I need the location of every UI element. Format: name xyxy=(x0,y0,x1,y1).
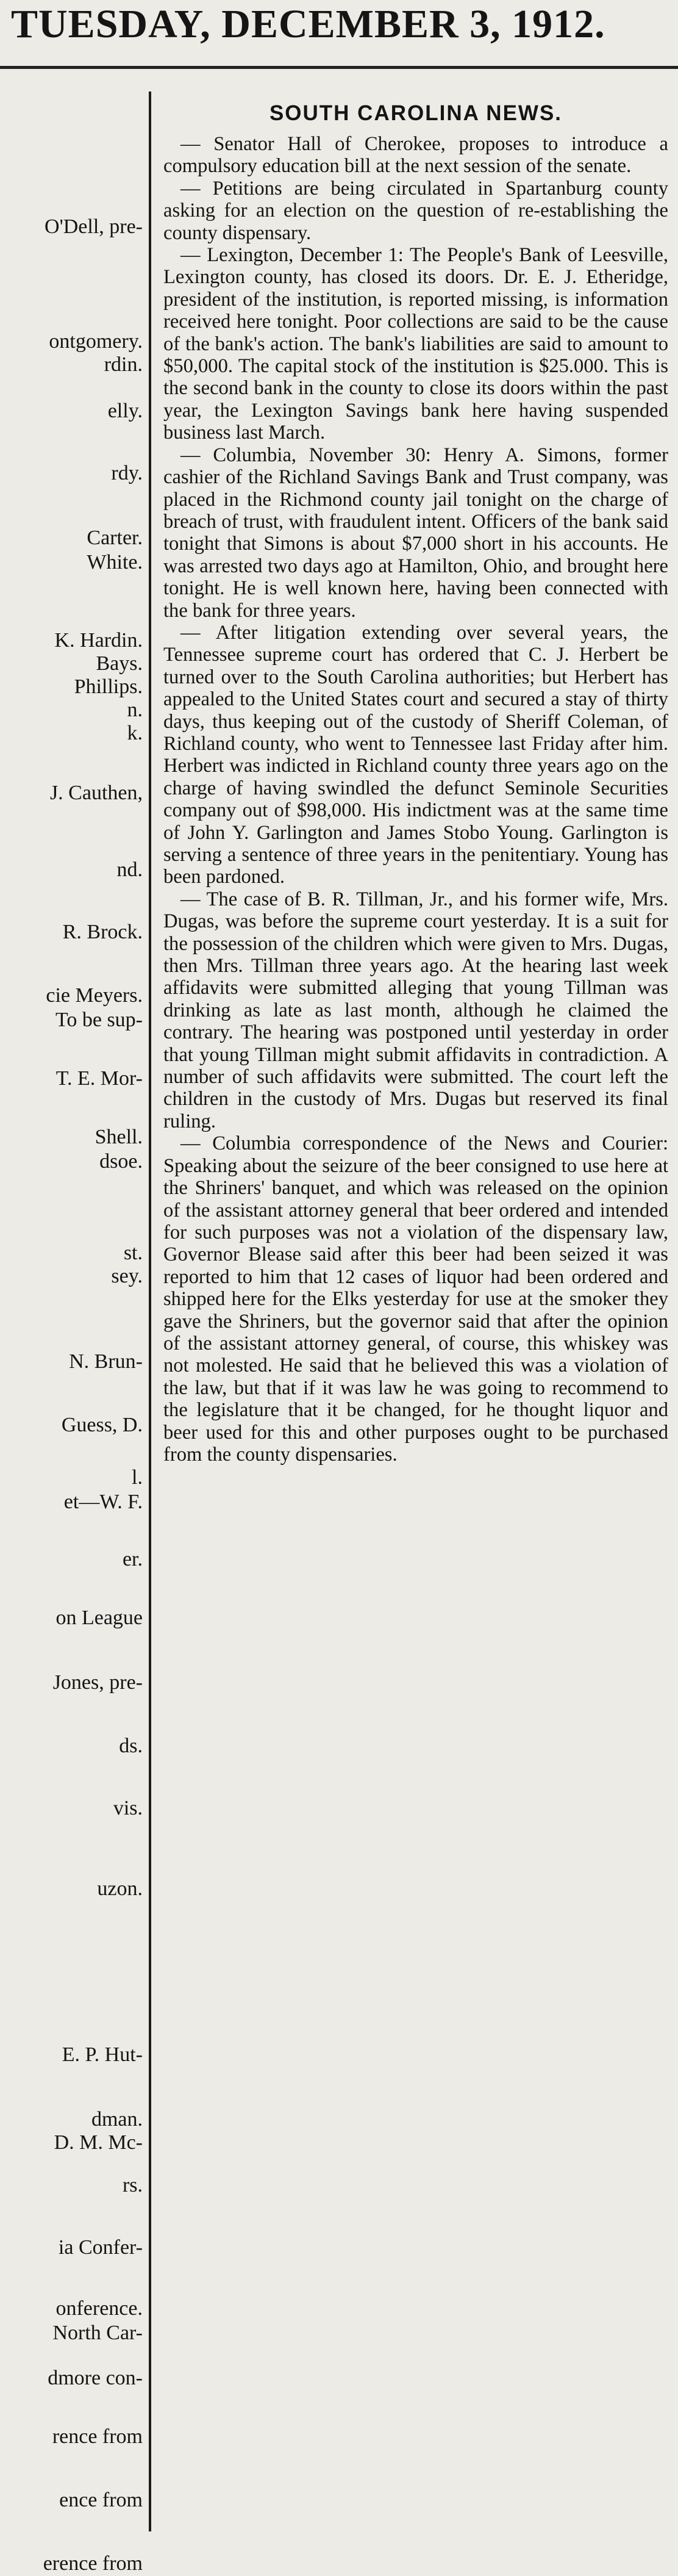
article-column xyxy=(163,92,668,2531)
fragment-line: ontgomery. xyxy=(49,330,143,353)
masthead xyxy=(0,0,678,72)
header-rule xyxy=(0,66,678,69)
fragment-line: er. xyxy=(122,1548,143,1570)
news-item: — The case of B. R. Tillman, Jr., and his former wife, Mrs. Dugas, was before the supreme court yesterday. It is a suit for the possession of the children which were given to Mrs. Dugas, then Mrs. Tillman three years ago. At the hearing last week affidavits were submitted alleging that young Tillman was drinking as late as last month, although he claimed the contrary. The hearing was postponed until yesterday in order that young Tillman might submit affidavits in contradiction. A number of such affidavits were submitted. The court left the children in the custody of Mrs. Dugas but reserved its final ruling. xyxy=(163,888,668,1132)
article-heading: SOUTH CAROLINA NEWS. xyxy=(269,101,563,125)
fragment-line: onference. xyxy=(55,2297,143,2320)
fragment-line: dmore con- xyxy=(48,2367,143,2389)
fragment-line: erence from xyxy=(43,2552,143,2575)
news-item: — Columbia, November 30: Henry A. Simons, former cashier of the Richland Savings Bank and Trust company, was placed in the Richmond county jail tonight on the charge of breach of trust, with fraudulent intent. Officers of the bank said tonight that Simons is about $7,000 short in his accounts. He was arrested two days ago at Hamilton, Ohio, and brought here tonight. He is well known here, having been connected with the bank for three years. xyxy=(163,444,668,622)
fragment-line: ia Confer- xyxy=(58,2236,143,2259)
fragment-line: Shell. xyxy=(95,1126,143,1148)
fragment-line: T. E. Mor- xyxy=(55,1067,143,1090)
fragment-line: dsoe. xyxy=(99,1150,143,1173)
fragment-line: ds. xyxy=(119,1735,143,1757)
date-line: TUESDAY, DECEMBER 3, 1912. xyxy=(11,2,605,46)
fragment-line: O'Dell, pre- xyxy=(45,215,143,238)
column-divider xyxy=(149,92,151,2531)
news-item: — Lexington, December 1: The People's Bank of Leesville, Lexington county, has closed its doors. Dr. E. J. Etheridge, president of the institution, is reported missing, is information received here tonight. Poor collections are said to be the cause of the bank's action. The bank's liabilities are said to amount to $50,000. The capital stock of the institution is $25.000. This is the second bank in the county to close its doors within the past year, the Lexington Savings bank here having suspended business last March. xyxy=(163,244,668,444)
fragment-line: To be sup- xyxy=(55,1009,143,1031)
fragment-line: on League xyxy=(55,1606,143,1629)
fragment-line: k. xyxy=(127,722,143,744)
fragment-line: uzon. xyxy=(97,1877,143,1900)
fragment-line: elly. xyxy=(107,400,143,422)
fragment-line: l. xyxy=(132,1466,143,1489)
fragment-line: E. P. Hut- xyxy=(62,2043,143,2066)
left-column-fragments xyxy=(0,92,146,2575)
fragment-line: N. Brun- xyxy=(69,1350,143,1373)
news-item: — Columbia correspondence of the News and Courier: Speaking about the seizure of the beer consigned to use here at the Shriners' banquet, and which was released on the opinion of the assistant attorney general that beer ordered and intended for such purposes was not a violation of the dispensary law, Governor Blease said after this beer had been seized it was reported to him that 12 cases of liquor had been ordered and shipped here for the Elks yesterday for use at the smoker they gave the Shriners, but the governor said that after the opinion of the assistant attorney general, of course, this whiskey was not molested. He said that he believed this was a violation of the law, but that if it was law he was going to recommend to the legislature that it be changed, for he thought liquor and beer used for this and other purposes ought to be purchased from the county dispensaries. xyxy=(163,1132,668,1466)
news-item: — Senator Hall of Cherokee, proposes to introduce a compulsory education bill at the next session of the senate. xyxy=(163,133,668,178)
fragment-line: ence from xyxy=(59,2489,143,2511)
fragment-line: cie Meyers. xyxy=(46,984,143,1007)
fragment-line: rdy. xyxy=(111,462,143,484)
fragment-line: rence from xyxy=(52,2425,143,2448)
fragment-line: Guess, D. xyxy=(61,1414,143,1436)
fragment-line: Jones, pre- xyxy=(52,1671,143,1694)
fragment-line: Phillips. xyxy=(74,675,143,698)
fragment-line: et—W. F. xyxy=(63,1491,143,1513)
news-item: — After litigation extending over several years, the Tennessee supreme court has ordered that C. J. Herbert be turned over to the South Carolina authorities; but Herbert has appealed to the United States court and secured a stay of thirty days, thus keeping out of the custody of Sheriff Coleman, of Richland county, who went to Tennessee last Friday after him. Herbert was indicted in Richland county three years ago on the charge of having swindled the defunct Seminole Securities company out of $98,000. His indictment was at the same time of John Y. Garlington and James Stobo Young. Garlington is serving a sentence of three years in the penitentiary. Young has been pardoned. xyxy=(163,621,668,888)
fragment-line: sey. xyxy=(111,1265,143,1287)
fragment-line: North Car- xyxy=(52,2322,143,2344)
fragment-line: vis. xyxy=(113,1797,143,1819)
fragment-line: Carter. xyxy=(87,527,143,549)
fragment-line: K. Hardin. xyxy=(54,629,143,652)
fragment-line: rs. xyxy=(122,2174,143,2196)
fragment-line: st. xyxy=(123,1242,143,1264)
fragment-line: nd. xyxy=(116,858,143,881)
fragment-line: White. xyxy=(87,551,143,574)
fragment-line: rdin. xyxy=(104,353,143,376)
fragment-line: R. Brock. xyxy=(62,921,143,943)
fragment-line: J. Cauthen, xyxy=(49,782,143,804)
news-item: — Petitions are being circulated in Spartanburg county asking for an election on the question of re-establishing the county dispensary. xyxy=(163,177,668,244)
fragment-line: D. M. Mc- xyxy=(54,2131,143,2154)
fragment-line: dman. xyxy=(91,2108,143,2131)
fragment-line: Bays. xyxy=(96,652,143,675)
fragment-line: n. xyxy=(127,699,143,721)
